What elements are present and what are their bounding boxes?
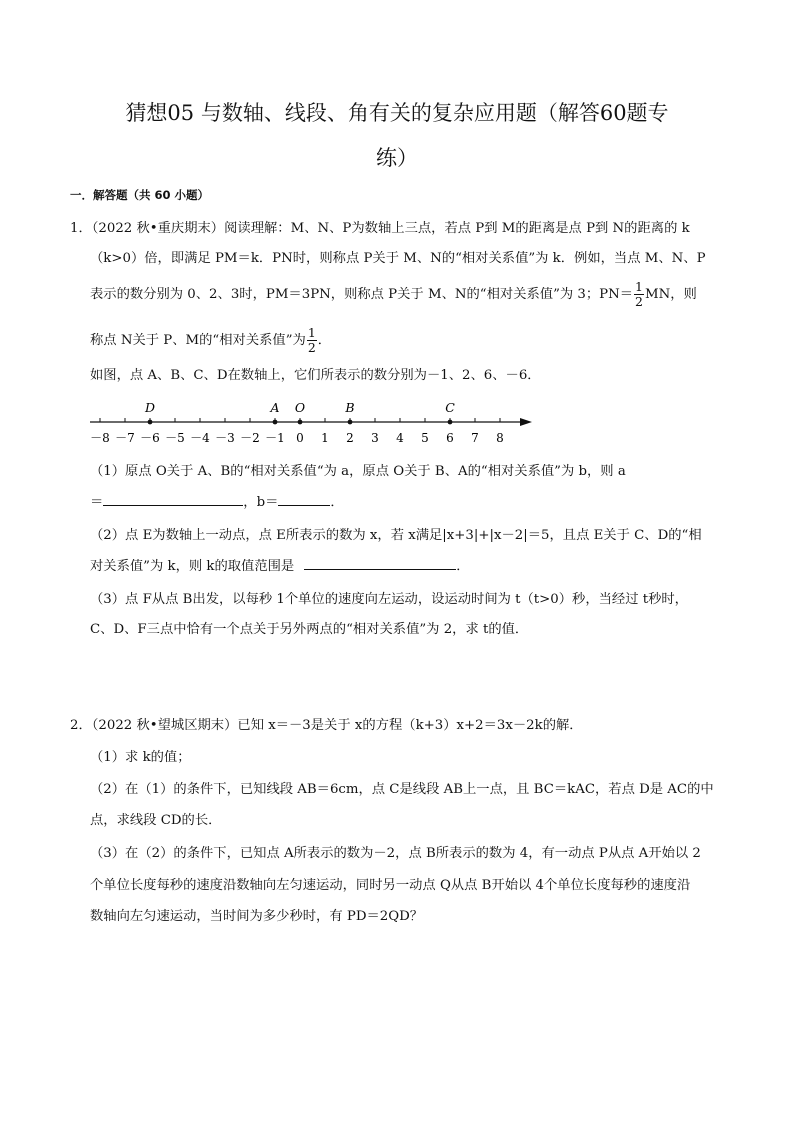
q1-line4: 称点 N关于 P、M的“相对关系值”为 $\frac{1}{2}$ ．	[90, 325, 332, 355]
q1-line1	[70, 219, 690, 238]
page-title-continued: 练）	[376, 146, 418, 170]
point-o-label: O	[294, 400, 306, 415]
q1-line5: 如图，点 A、B、C、D在数轴上，它们所表示的数分别为－1、2、6、－6．	[90, 368, 541, 383]
number-line-tick-label: －1	[265, 431, 285, 445]
number-line-tick-label: －7	[115, 431, 135, 445]
number-line-tick-label: －6	[140, 431, 160, 445]
q1-sub2-line2: 对关系值”为 k，则 k的取值范围是 ．	[90, 556, 470, 576]
point-b-label: B	[345, 400, 355, 415]
q2-sub1: （1）求 k的值；	[90, 750, 191, 765]
number-line-tick-label: 8	[496, 431, 504, 445]
point-b-dot	[348, 420, 353, 425]
number-line-tick-label: 2	[346, 431, 354, 445]
arrow-right-icon	[520, 418, 532, 426]
q1-sub1-line2: ＝ ，b＝ ．	[90, 492, 344, 512]
q2-sub3-line3: 数轴向左匀速运动，当时间为多少秒时，有 PD＝2QD？	[90, 909, 424, 924]
section-header: 一．解答题（共 60 小题）	[70, 188, 210, 202]
number-line-tick-label: 4	[396, 431, 404, 445]
q2-sub3-line2: 个单位长度每秒的速度沿数轴向左匀速运动，同时另一动点 Q从点 B开始以 4个单位长度每秒的速度沿	[90, 878, 691, 893]
point-a-label: A	[270, 400, 280, 415]
page-title: 猜想05 与数轴、线段、角有关的复杂应用题（解答60题专	[125, 101, 669, 125]
q2-sub2-line2: 点，求线段 CD的长．	[90, 813, 222, 828]
number-line-tick-label: 1	[321, 431, 329, 445]
q2-line1: 2．（2022 秋•望城区期末）已知 x＝－3是关于 x的方程（k+3）x+2＝3x－2k的解．	[70, 718, 583, 733]
q1-line3: 表示的数分别为 0、2、3时，PM＝3PN，则称点 P关于 M、N的“相对关系值”为 3；PN＝ $\frac{1}{2}$ MN，则	[90, 279, 697, 309]
q1-sub2-line1: （2）点 E为数轴上一动点，点 E所表示的数为 x，若 x满足|x+3|+|x－2|＝5，且点 E关于 C、D的“相	[90, 528, 702, 543]
answer-blank-k-range[interactable]	[304, 556, 456, 570]
q2-sub3-line1: （3）在（2）的条件下，已知点 A所表示的数为－2，点 B所表示的数为 4，有一动点 P从点 A开始以 2	[90, 846, 701, 861]
q1-sub1-line1: （1）原点 O关于 A、B的“相对关系值“为 a，原点 O关于 B、A的“相对关系值”为 b，则 a	[90, 464, 626, 479]
answer-blank-b[interactable]	[278, 492, 330, 506]
number-line-tick-label: 3	[371, 431, 379, 445]
number-line-tick-label: －8	[90, 431, 110, 445]
point-c-dot	[448, 420, 453, 425]
number-line-tick-label: －5	[165, 431, 185, 445]
q1-source: （2022 秋•重庆期末）	[91, 221, 225, 236]
number-line-tick-label: －2	[240, 431, 260, 445]
point-d-dot	[148, 420, 153, 425]
point-d-label: D	[144, 400, 156, 415]
q1-sub3-line1: （3）点 F从点 B出发，以每秒 1个单位的速度向左运动，设运动时间为 t（t>0）秒，当经过 t秒时，	[90, 592, 688, 607]
point-c-label: C	[445, 400, 455, 415]
number-line-tick-label: 6	[446, 431, 454, 445]
q1-text: 阅读理解：M、N、P为数轴上三点，若点 P到 M的距离是点 P到 N的距离的 k	[224, 221, 690, 236]
number-line-figure	[80, 396, 550, 448]
number-line-tick-label: －4	[190, 431, 210, 445]
number-line-tick-label: 7	[471, 431, 479, 445]
fraction-one-half: $\frac{1}{2}$	[307, 325, 316, 355]
q1-sub3-line2: C、D、F三点中恰有一个点关于另外两点的“相对关系值”为 2，求 t的值．	[90, 622, 529, 637]
q1-number: 1．	[70, 221, 92, 236]
q2-sub2-line1: （2）在（1）的条件下，已知线段 AB＝6cm，点 C是线段 AB上一点，且 BC＝kAC，若点 D是 AC的中	[90, 782, 714, 797]
answer-blank-a[interactable]	[103, 492, 243, 506]
number-line-tick-label: －3	[215, 431, 235, 445]
point-a-dot	[273, 420, 278, 425]
q1-line2: （k>0）倍，即满足 PM＝k．PN时，则称点 P关于 M、N的“相对关系值”为 k．例如，当点 M、N、P	[90, 251, 706, 266]
number-line-tick-label: 0	[296, 431, 304, 445]
number-line-tick-label: 5	[421, 431, 429, 445]
point-o-dot	[298, 420, 303, 425]
fraction-one-half: $\frac{1}{2}$	[635, 279, 643, 309]
